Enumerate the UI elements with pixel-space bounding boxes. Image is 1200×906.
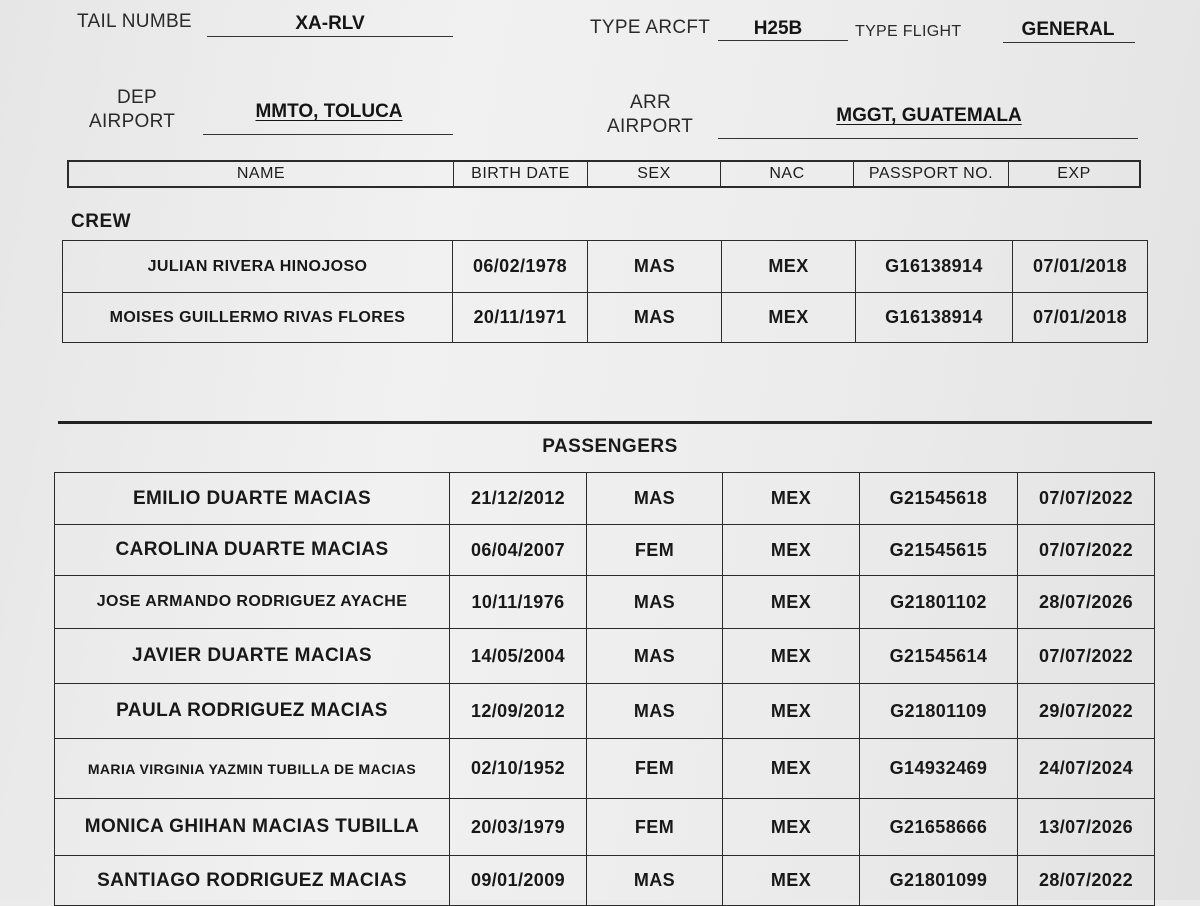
arr-airport-value: MGGT, GUATEMALA: [836, 105, 1022, 126]
crew-sex-cell: MAS: [588, 293, 722, 343]
crew-title: CREW: [71, 211, 132, 232]
passenger-passport-cell: G21801109: [860, 684, 1018, 739]
passenger-nac-cell: MEX: [723, 525, 860, 576]
passenger-nac-cell: MEX: [723, 576, 860, 629]
passenger-passport-cell: G21801099: [860, 856, 1018, 906]
crew-sex-cell: MAS: [588, 241, 722, 293]
passenger-nac-cell: MEX: [723, 856, 860, 906]
column-header-birth-date: BIRTH DATE: [454, 162, 588, 186]
passenger-exp-cell: 24/07/2024: [1018, 739, 1155, 799]
table-row: [55, 856, 1155, 906]
crew-exp-cell: 07/01/2018: [1013, 293, 1148, 343]
table-row: [55, 684, 1155, 739]
crew-table: [62, 240, 1148, 343]
passenger-birth-date-cell: 09/01/2009: [450, 856, 587, 906]
tail-number-underline: [207, 36, 453, 37]
table-row: [55, 473, 1155, 525]
passenger-sex-cell: MAS: [587, 576, 723, 629]
arr-airport-underline: [718, 138, 1138, 139]
section-divider: [58, 421, 1152, 424]
table-row: [55, 739, 1155, 799]
passenger-passport-cell: G14932469: [860, 739, 1018, 799]
aircraft-type-underline: [718, 40, 848, 41]
passengers-table: [54, 472, 1155, 906]
passenger-name-cell: MONICA GHIHAN MACIAS TUBILLA: [55, 799, 450, 856]
passenger-birth-date-cell: 06/04/2007: [450, 525, 587, 576]
tail-number-value: XA-RLV: [295, 13, 365, 34]
flight-type-label: TYPE FLIGHT: [855, 23, 962, 40]
passenger-name-cell: EMILIO DUARTE MACIAS: [55, 473, 450, 525]
passenger-birth-date-cell: 20/03/1979: [450, 799, 587, 856]
dep-airport-value: MMTO, TOLUCA: [255, 101, 403, 122]
table-row: [55, 525, 1155, 576]
passenger-nac-cell: MEX: [723, 629, 860, 684]
passenger-name-cell: MARIA VIRGINIA YAZMIN TUBILLA DE MACIAS: [55, 739, 450, 799]
column-header-nac: NAC: [721, 162, 854, 186]
crew-exp-cell: 07/01/2018: [1013, 241, 1148, 293]
crew-passport-cell: G16138914: [856, 293, 1013, 343]
passenger-passport-cell: G21545614: [860, 629, 1018, 684]
passenger-birth-date-cell: 02/10/1952: [450, 739, 587, 799]
flight-type-underline: [1003, 42, 1135, 43]
column-header-exp: EXP: [1057, 165, 1091, 182]
passenger-passport-cell: G21801102: [860, 576, 1018, 629]
crew-nac-cell: MEX: [722, 293, 856, 343]
column-header-name: NAME: [69, 162, 454, 186]
passenger-name-cell: CAROLINA DUARTE MACIAS: [55, 525, 450, 576]
passengers-title: PASSENGERS: [542, 436, 678, 457]
passenger-nac-cell: MEX: [723, 684, 860, 739]
passenger-exp-cell: 28/07/2022: [1018, 856, 1155, 906]
passenger-nac-cell: MEX: [723, 473, 860, 525]
passenger-birth-date-cell: 14/05/2004: [450, 629, 587, 684]
tail-number-label: TAIL NUMBE: [77, 11, 192, 32]
crew-name-cell: MOISES GUILLERMO RIVAS FLORES: [63, 293, 453, 343]
crew-passport-cell: G16138914: [856, 241, 1013, 293]
column-header-sex: SEX: [588, 162, 721, 186]
table-row: [63, 293, 1148, 343]
passenger-birth-date-cell: 10/11/1976: [450, 576, 587, 629]
crew-nac-cell: MEX: [722, 241, 856, 293]
passenger-sex-cell: MAS: [587, 629, 723, 684]
dep-airport-underline: [203, 134, 453, 135]
passenger-nac-cell: MEX: [723, 739, 860, 799]
column-header-passport: PASSPORT NO.: [854, 162, 1009, 186]
crew-birth-date-cell: 06/02/1978: [453, 241, 588, 293]
crew-birth-date-cell: 20/11/1971: [453, 293, 588, 343]
table-row: [55, 576, 1155, 629]
passenger-sex-cell: FEM: [587, 525, 723, 576]
dep-airport-label-line1: DEP: [117, 87, 157, 108]
passenger-sex-cell: MAS: [587, 684, 723, 739]
passenger-exp-cell: 07/07/2022: [1018, 473, 1155, 525]
arr-airport-label-line2: AIRPORT: [607, 116, 694, 137]
passenger-passport-cell: G21658666: [860, 799, 1018, 856]
passenger-exp-cell: 13/07/2026: [1018, 799, 1155, 856]
passenger-sex-cell: MAS: [587, 856, 723, 906]
passenger-exp-cell: 07/07/2022: [1018, 629, 1155, 684]
aircraft-type-value: H25B: [753, 18, 803, 39]
passenger-name-cell: JOSE ARMANDO RODRIGUEZ AYACHE: [55, 576, 450, 629]
passenger-birth-date-cell: 21/12/2012: [450, 473, 587, 525]
passenger-exp-cell: 07/07/2022: [1018, 525, 1155, 576]
passenger-sex-cell: FEM: [587, 739, 723, 799]
passenger-sex-cell: MAS: [587, 473, 723, 525]
passenger-nac-cell: MEX: [723, 799, 860, 856]
table-row: [63, 241, 1148, 293]
crew-name-cell: JULIAN RIVERA HINOJOSO: [63, 241, 453, 293]
passenger-name-cell: JAVIER DUARTE MACIAS: [55, 629, 450, 684]
arr-airport-label-line1: ARR: [630, 92, 672, 113]
dep-airport-label-line2: AIRPORT: [89, 111, 176, 132]
passenger-passport-cell: G21545618: [860, 473, 1018, 525]
aircraft-type-label: TYPE ARCFT: [590, 17, 711, 38]
passenger-exp-cell: 28/07/2026: [1018, 576, 1155, 629]
flight-type-value: GENERAL: [1021, 19, 1115, 40]
passenger-sex-cell: FEM: [587, 799, 723, 856]
passenger-passport-cell: G21545615: [860, 525, 1018, 576]
table-row: [55, 799, 1155, 856]
passenger-birth-date-cell: 12/09/2012: [450, 684, 587, 739]
column-header-row: [67, 160, 1141, 188]
passenger-name-cell: PAULA RODRIGUEZ MACIAS: [55, 684, 450, 739]
table-row: [55, 629, 1155, 684]
passenger-exp-cell: 29/07/2022: [1018, 684, 1155, 739]
passenger-name-cell: SANTIAGO RODRIGUEZ MACIAS: [55, 856, 450, 906]
